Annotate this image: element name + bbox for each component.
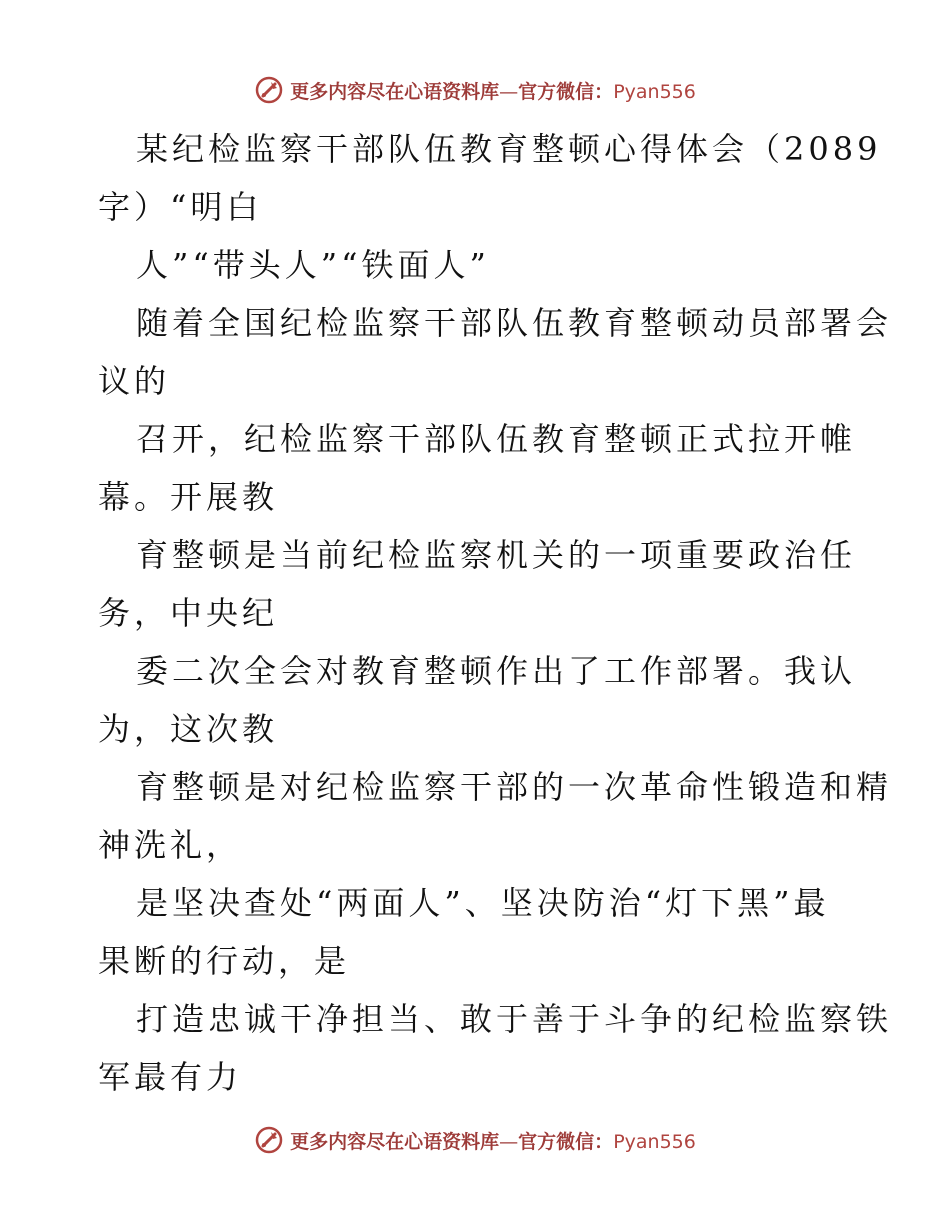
document-line: 务，中央纪: [98, 594, 279, 632]
document-line: 为，这次教: [98, 710, 279, 748]
document-line: 果断的行动，是: [98, 942, 351, 980]
quill-logo-icon: [254, 75, 284, 105]
document-line: 议的: [98, 362, 171, 400]
document-line: 召开，纪检监察干部队伍教育整顿正式拉开帷: [136, 420, 857, 458]
document-line: 人”“带头人”“铁面人”: [136, 246, 490, 284]
document-line: 打造忠诚干净担当、敢于善于斗争的纪检监察铁: [136, 1000, 893, 1038]
document-line: 字）“明白: [98, 188, 263, 226]
document-line: 某纪检监察干部队伍教育整顿心得体会（2089: [136, 130, 882, 168]
header-banner-text: [290, 77, 696, 104]
document-line: 幕。开展教: [98, 478, 279, 516]
document-line: 随着全国纪检监察干部队伍教育整顿动员部署会: [136, 304, 893, 342]
footer-banner-wechat-id: Pyan556: [613, 1130, 696, 1153]
document-body: [98, 120, 893, 1106]
document-line: 委二次全会对教育整顿作出了工作部署。我认: [136, 652, 857, 690]
header-banner-wechat-id: Pyan556: [613, 80, 696, 103]
footer-banner: [0, 1120, 950, 1160]
document-line: 育整顿是对纪检监察干部的一次革命性锻造和精: [136, 768, 893, 806]
footer-banner-official: 官方微信：: [518, 1130, 614, 1153]
header-banner-official: 官方微信：: [518, 80, 614, 103]
document-line: 神洗礼，: [98, 826, 243, 864]
document-line: 育整顿是当前纪检监察机关的一项重要政治任: [136, 536, 857, 574]
footer-banner-text: [290, 1127, 696, 1154]
document-line: 是坚决查处“两面人”、坚决防治“灯下黑”最: [136, 884, 830, 922]
footer-banner-separator: —: [499, 1130, 519, 1153]
header-banner-slogan: 更多内容尽在心语资料库: [290, 80, 500, 103]
header-banner-separator: —: [499, 80, 519, 103]
header-banner: [0, 70, 950, 110]
footer-banner-slogan: 更多内容尽在心语资料库: [290, 1130, 500, 1153]
quill-logo-icon: [254, 1125, 284, 1155]
document-line: 军最有力: [98, 1058, 243, 1096]
